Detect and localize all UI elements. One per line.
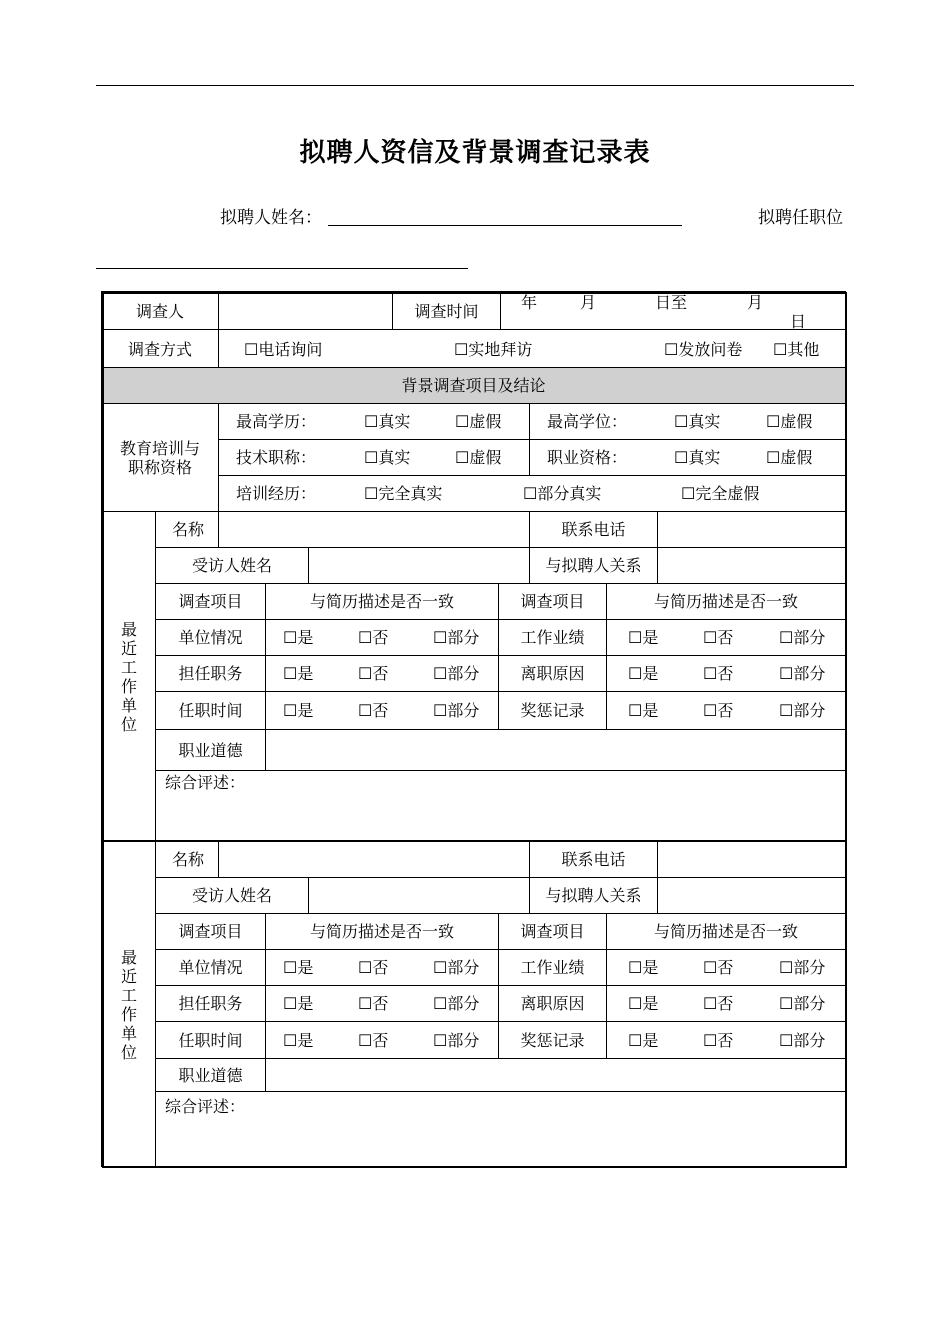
item-header-cell — [155, 583, 266, 620]
yes-checkbox[interactable]: ☐是 — [628, 701, 659, 720]
item-row-label-text: 单位情况 — [178, 628, 243, 647]
no-checkbox[interactable]: ☐否 — [703, 994, 734, 1013]
ethics-input[interactable] — [265, 1058, 846, 1092]
training-full-checkbox[interactable]: ☐完全真实 — [364, 484, 443, 503]
partial-checkbox[interactable]: ☐部分 — [779, 1031, 826, 1050]
training-label: 培训经历： — [236, 484, 317, 503]
interviewee-label: 受访人姓名 — [191, 886, 272, 905]
training-false-checkbox[interactable]: ☐完全虚假 — [681, 484, 760, 503]
method-questionnaire-checkbox[interactable]: ☐发放问卷 — [664, 340, 743, 359]
partial-checkbox[interactable]: ☐部分 — [433, 664, 480, 683]
employer-name-label-cell — [155, 841, 219, 878]
position-field[interactable] — [96, 268, 468, 269]
item-row-options — [606, 655, 846, 692]
investigator-input[interactable] — [218, 291, 393, 330]
partial-checkbox[interactable]: ☐部分 — [779, 958, 826, 977]
investigator-label: 调查人 — [135, 302, 184, 321]
training-partial-checkbox[interactable]: ☐部分真实 — [523, 484, 602, 503]
interviewee-input[interactable] — [308, 547, 530, 584]
no-checkbox[interactable]: ☐否 — [703, 664, 734, 683]
employer-phone-label-cell — [529, 511, 658, 548]
yes-checkbox[interactable]: ☐是 — [628, 1031, 659, 1050]
partial-checkbox[interactable]: ☐部分 — [779, 994, 826, 1013]
interviewee-input[interactable] — [308, 877, 530, 914]
item-row-label — [498, 1021, 607, 1059]
employer-name-input[interactable] — [218, 511, 530, 548]
item-row-options — [265, 655, 499, 692]
employer-side-label: 最 近 工 作 单 位 — [120, 620, 137, 734]
item-row-label-text: 担任职务 — [178, 664, 243, 683]
item-row-label-text: 任职时间 — [178, 701, 243, 720]
item-row-label — [498, 949, 607, 986]
title-label: 技术职称： — [236, 448, 317, 467]
relation-input[interactable] — [657, 877, 846, 914]
page-title: 拟聘人资信及背景调查记录表 — [299, 138, 651, 168]
yes-checkbox[interactable]: ☐是 — [628, 664, 659, 683]
item-row-label — [155, 619, 266, 656]
degree-cell — [218, 403, 530, 440]
date-year: 年 — [521, 293, 538, 312]
no-checkbox[interactable]: ☐否 — [358, 701, 389, 720]
employer-phone-input[interactable] — [657, 841, 846, 878]
method-label: 调查方式 — [127, 340, 192, 359]
section-header — [101, 367, 846, 404]
academic-false-checkbox[interactable]: ☐虚假 — [766, 412, 813, 431]
no-checkbox[interactable]: ☐否 — [703, 628, 734, 647]
no-checkbox[interactable]: ☐否 — [703, 701, 734, 720]
date-day2: 日 — [790, 312, 807, 331]
item-header-2: 调查项目 — [520, 922, 585, 941]
no-checkbox[interactable]: ☐否 — [358, 994, 389, 1013]
title-true-checkbox[interactable]: ☐真实 — [364, 448, 411, 467]
education-label-line1: 教育培训与 — [119, 439, 200, 458]
partial-checkbox[interactable]: ☐部分 — [433, 958, 480, 977]
qualification-cell — [529, 439, 846, 476]
no-checkbox[interactable]: ☐否 — [358, 664, 389, 683]
ethics-label: 职业道德 — [178, 741, 243, 760]
partial-checkbox[interactable]: ☐部分 — [433, 994, 480, 1013]
item-header: 调查项目 — [178, 592, 243, 611]
yes-checkbox[interactable]: ☐是 — [283, 664, 314, 683]
yes-checkbox[interactable]: ☐是 — [628, 958, 659, 977]
no-checkbox[interactable]: ☐否 — [358, 1031, 389, 1050]
partial-checkbox[interactable]: ☐部分 — [779, 664, 826, 683]
yes-checkbox[interactable]: ☐是 — [283, 628, 314, 647]
partial-checkbox[interactable]: ☐部分 — [779, 628, 826, 647]
item-header-2: 调查项目 — [520, 592, 585, 611]
item-row-label — [498, 619, 607, 656]
yes-checkbox[interactable]: ☐是 — [283, 994, 314, 1013]
yes-checkbox[interactable]: ☐是 — [628, 628, 659, 647]
training-cell — [218, 475, 846, 512]
employer-phone-input[interactable] — [657, 511, 846, 548]
item-row-options — [265, 949, 499, 986]
item-row-options — [265, 1021, 499, 1059]
item-row-label — [155, 655, 266, 692]
yes-checkbox[interactable]: ☐是 — [628, 994, 659, 1013]
method-phone-checkbox[interactable]: ☐电话询问 — [244, 340, 323, 359]
interviewee-label-cell — [155, 877, 309, 914]
item-row-label-text: 工作业绩 — [520, 958, 585, 977]
item-row-label — [498, 985, 607, 1022]
no-checkbox[interactable]: ☐否 — [358, 628, 389, 647]
ethics-input[interactable] — [265, 729, 846, 771]
interviewee-label-cell — [155, 547, 309, 584]
item-row-options — [265, 619, 499, 656]
item-row-label — [155, 1021, 266, 1059]
ethics-label-cell — [155, 1058, 266, 1092]
summary-label: 综合评述： — [165, 1097, 246, 1116]
relation-input[interactable] — [657, 547, 846, 584]
relation-label: 与拟聘人关系 — [545, 556, 642, 575]
item-row-label-text: 奖惩记录 — [520, 701, 585, 720]
education-label-line2: 职称资格 — [127, 458, 192, 477]
consistency-header-cell-2 — [606, 913, 846, 950]
method-visit-checkbox[interactable]: ☐实地拜访 — [454, 340, 533, 359]
item-row-label — [155, 949, 266, 986]
employer-side-label-cell — [101, 841, 156, 1167]
method-options-cell — [218, 329, 846, 368]
title-false-checkbox[interactable]: ☐虚假 — [455, 448, 502, 467]
position-label: 拟聘任职位 — [758, 208, 843, 228]
method-other-checkbox[interactable]: ☐其他 — [773, 340, 820, 359]
item-header-cell — [155, 913, 266, 950]
summary-label: 综合评述： — [165, 773, 246, 792]
employer-name-label-cell — [155, 511, 219, 548]
consistency-header-2: 与简历描述是否一致 — [653, 592, 798, 611]
item-row-label-text: 工作业绩 — [520, 628, 585, 647]
qualification-true-checkbox[interactable]: ☐真实 — [674, 448, 721, 467]
employer-side-label: 最 近 工 作 单 位 — [120, 948, 137, 1062]
survey-time-label: 调查时间 — [414, 302, 479, 321]
date-day-to: 日至 — [655, 293, 688, 312]
candidate-name-label: 拟聘人姓名： — [220, 208, 322, 228]
academic-cell — [529, 403, 846, 440]
employer-side-label-cell — [101, 511, 156, 841]
no-checkbox[interactable]: ☐否 — [358, 958, 389, 977]
employer-phone-label: 联系电话 — [561, 850, 626, 869]
employer-name-label: 名称 — [172, 850, 205, 869]
employer-phone-label: 联系电话 — [561, 520, 626, 539]
yes-checkbox[interactable]: ☐是 — [283, 1031, 314, 1050]
consistency-header-cell — [265, 583, 499, 620]
employer-name-input[interactable] — [218, 841, 530, 878]
qualification-false-checkbox[interactable]: ☐虚假 — [766, 448, 813, 467]
interviewee-label: 受访人姓名 — [191, 556, 272, 575]
item-header-cell-2 — [498, 583, 607, 620]
item-header: 调查项目 — [178, 922, 243, 941]
degree-false-checkbox[interactable]: ☐虚假 — [455, 412, 502, 431]
consistency-header: 与简历描述是否一致 — [309, 922, 454, 941]
consistency-header: 与简历描述是否一致 — [309, 592, 454, 611]
employer-phone-label-cell — [529, 841, 658, 878]
item-header-cell-2 — [498, 913, 607, 950]
item-row-label-text: 离职原因 — [520, 664, 585, 683]
no-checkbox[interactable]: ☐否 — [703, 1031, 734, 1050]
qualification-label: 职业资格： — [547, 448, 628, 467]
consistency-header-cell — [265, 913, 499, 950]
survey-time-label-cell — [392, 291, 501, 330]
item-row-options — [606, 985, 846, 1022]
item-row-options — [606, 1021, 846, 1059]
item-row-label-text: 任职时间 — [178, 1031, 243, 1050]
item-row-options — [606, 949, 846, 986]
item-row-label — [155, 985, 266, 1022]
method-label-cell — [101, 329, 219, 368]
item-row-label-text: 单位情况 — [178, 958, 243, 977]
degree-label: 最高学历： — [236, 412, 317, 431]
item-row-label-text: 离职原因 — [520, 994, 585, 1013]
item-row-options — [606, 691, 846, 730]
relation-label-cell — [529, 877, 658, 914]
ethics-label-cell — [155, 729, 266, 771]
summary-cell[interactable] — [155, 770, 846, 841]
consistency-header-2: 与简历描述是否一致 — [653, 922, 798, 941]
date-month1: 月 — [580, 293, 597, 312]
item-row-label — [498, 691, 607, 730]
relation-label-cell — [529, 547, 658, 584]
employer-name-label: 名称 — [172, 520, 205, 539]
summary-cell[interactable] — [155, 1091, 846, 1167]
item-row-options — [265, 985, 499, 1022]
yes-checkbox[interactable]: ☐是 — [283, 701, 314, 720]
title-cell — [218, 439, 530, 476]
candidate-name-field[interactable] — [328, 225, 682, 226]
academic-label: 最高学位： — [547, 412, 628, 431]
partial-checkbox[interactable]: ☐部分 — [433, 628, 480, 647]
partial-checkbox[interactable]: ☐部分 — [433, 701, 480, 720]
section-title: 背景调查项目及结论 — [401, 376, 546, 395]
academic-true-checkbox[interactable]: ☐真实 — [674, 412, 721, 431]
item-row-label-text: 担任职务 — [178, 994, 243, 1013]
education-label-cell — [101, 403, 219, 512]
item-row-label-text: 奖惩记录 — [520, 1031, 585, 1050]
survey-date-cell[interactable] — [500, 291, 846, 330]
top-rule — [96, 85, 854, 86]
item-row-label — [155, 691, 266, 730]
partial-checkbox[interactable]: ☐部分 — [433, 1031, 480, 1050]
relation-label: 与拟聘人关系 — [545, 886, 642, 905]
degree-true-checkbox[interactable]: ☐真实 — [364, 412, 411, 431]
yes-checkbox[interactable]: ☐是 — [283, 958, 314, 977]
item-row-options — [265, 691, 499, 730]
consistency-header-cell-2 — [606, 583, 846, 620]
no-checkbox[interactable]: ☐否 — [703, 958, 734, 977]
item-row-options — [606, 619, 846, 656]
partial-checkbox[interactable]: ☐部分 — [779, 701, 826, 720]
date-month2: 月 — [747, 293, 764, 312]
investigator-label-cell — [101, 291, 219, 330]
ethics-label: 职业道德 — [178, 1066, 243, 1085]
item-row-label — [498, 655, 607, 692]
